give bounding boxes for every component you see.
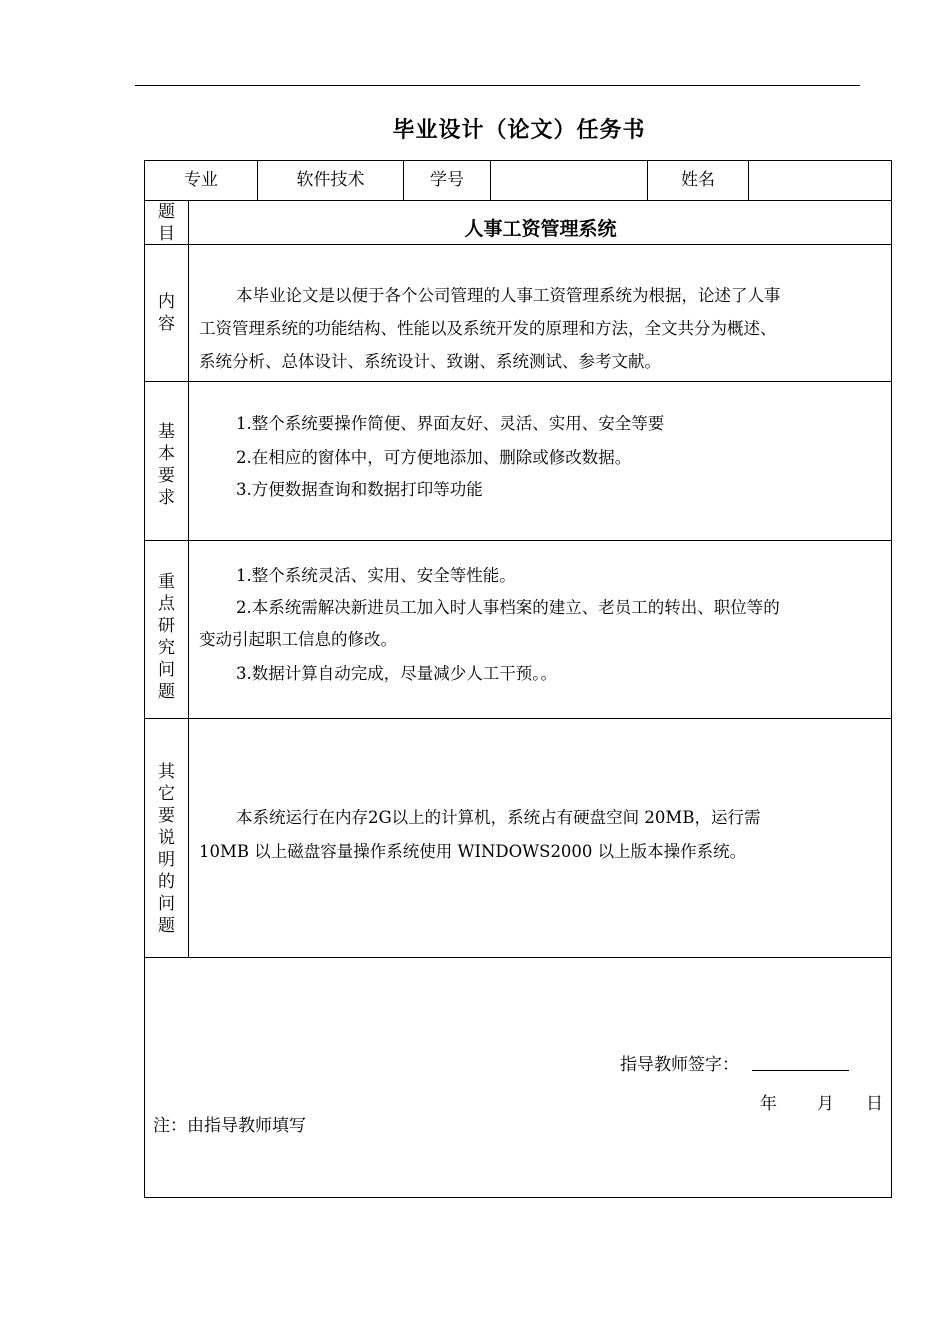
topic-label: 题 目 — [158, 202, 175, 244]
row-divider — [144, 200, 892, 201]
major-value: 软件技术 — [296, 170, 365, 190]
name-label: 姓名 — [681, 170, 715, 190]
content-line: 本毕业论文是以便于各个公司管理的人事工资管理系统为根据，论述了人事 — [236, 286, 781, 305]
header-rule — [135, 85, 860, 86]
major-label: 专业 — [184, 170, 218, 190]
requirement-item: 3.方便数据查询和数据打印等功能 — [236, 480, 483, 499]
content-label: 内 容 — [158, 292, 175, 334]
other-notes-label: 其 它 要 说 明 的 问 题 — [158, 762, 175, 936]
row-divider — [144, 381, 892, 382]
topic-value: 人事工资管理系统 — [464, 218, 617, 240]
requirements-label: 基 本 要 求 — [158, 422, 175, 508]
requirement-item: 2.在相应的窗体中，可方便地添加、删除或修改数据。 — [236, 448, 632, 467]
key-issue-item: 变动引起职工信息的修改。 — [199, 630, 397, 649]
date-year: 年 — [760, 1094, 777, 1114]
content-line: 工资管理系统的功能结构、性能以及系统开发的原理和方法，全文共分为概述、 — [199, 319, 777, 338]
row-divider — [144, 718, 892, 719]
advisor-signature-label: 指导教师签字： — [620, 1055, 739, 1075]
date-day: 日 — [866, 1094, 883, 1114]
date-month: 月 — [817, 1094, 834, 1114]
student-id-label: 学号 — [430, 170, 464, 190]
requirement-item: 1.整个系统要操作简便、界面友好、灵活、实用、安全等要 — [236, 414, 665, 433]
row-divider — [144, 540, 892, 541]
other-note-line: 本系统运行在内存2G以上的计算机，系统占有硬盘空间 20MB，运行需 — [236, 808, 761, 827]
column-divider — [490, 160, 491, 200]
key-issues-label: 重 点 研 究 问 题 — [158, 572, 175, 702]
row-divider — [144, 244, 892, 245]
other-note-line: 10MB 以上磁盘容量操作系统使用 WINDOWS2000 以上版本操作系统。 — [199, 842, 747, 861]
key-issue-item: 3.数据计算自动完成，尽量减少人工干预。。 — [236, 664, 557, 683]
column-divider — [748, 160, 749, 200]
content-line: 系统分析、总体设计、系统设计、致谢、系统测试、参考文献。 — [199, 352, 661, 371]
footnote: 注：由指导教师填写 — [153, 1116, 306, 1136]
signature-line[interactable] — [752, 1070, 849, 1071]
document-title: 毕业设计（论文）任务书 — [392, 118, 646, 143]
key-issue-item: 1.整个系统灵活、实用、安全等性能。 — [236, 566, 516, 585]
label-column-divider — [188, 200, 189, 957]
key-issue-item: 2.本系统需解决新进员工加入时人事档案的建立、老员工的转出、职位等的 — [236, 598, 780, 617]
row-divider — [144, 957, 892, 958]
